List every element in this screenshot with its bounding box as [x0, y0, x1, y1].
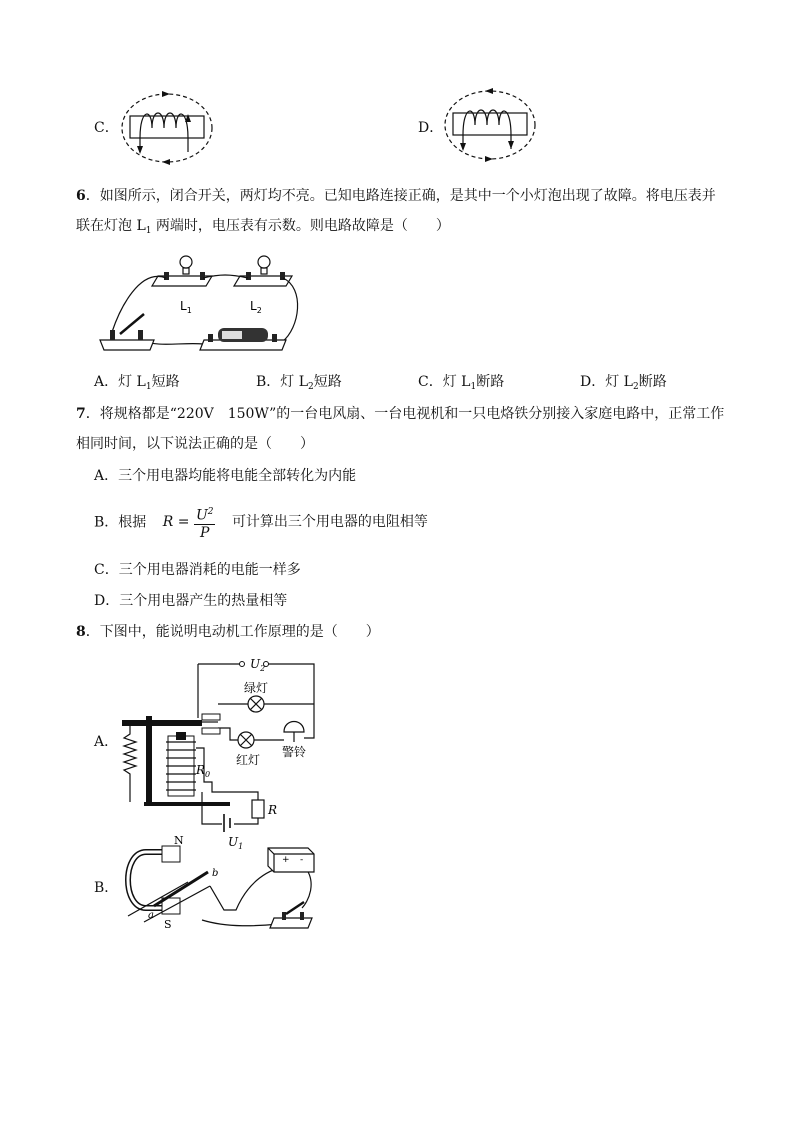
- q6-question: [76, 186, 716, 206]
- q6-option-b: B．灯 $L_2$短路: [256, 374, 342, 392]
- q8-option-b-label: B．: [94, 880, 119, 896]
- q6-number: 6: [76, 188, 86, 204]
- q7-option-d: D．三个用电器产生的热量相等: [94, 593, 288, 609]
- q7-option-a: A．三个用电器均能将电能全部转化为内能: [94, 468, 357, 484]
- q7-text-line2: 相同时间，以下说法正确的是（ ）: [76, 436, 314, 452]
- q6-option-a: A．灯 $L_1$短路: [94, 374, 180, 392]
- q8-text: ．下图中，能说明电动机工作原理的是（ ）: [85, 624, 380, 640]
- q8-u2-label: $U_2$: [250, 657, 266, 673]
- q7-question: [76, 404, 724, 424]
- q5-option-d-figure: [435, 85, 545, 165]
- q8-minus-label: -: [300, 855, 304, 865]
- q8-u1-label: $U_1$: [228, 835, 244, 851]
- q6-text-line1: ．如图所示，闭合开关，两灯均不亮。已知电路连接正确，是其中一个小灯泡出现了故障。将电压表并: [85, 188, 716, 204]
- q6-text-line2-b: 两端时，电压表有示数。则电路故障是（ ）: [151, 218, 450, 234]
- q6-lamp1-label: $L_1$: [180, 299, 192, 315]
- q5-option-c-label: C．: [94, 120, 119, 136]
- q7-option-b: [94, 504, 428, 541]
- q8-option-a-label: A．: [94, 734, 119, 750]
- q8-a-label: a: [148, 910, 154, 921]
- q6-text-line2-a: 联在灯泡 L: [76, 218, 146, 234]
- q6-option-d: D．灯 $L_2$断路: [580, 374, 667, 392]
- q7-option-c: C．三个用电器消耗的电能一样多: [94, 562, 301, 578]
- q8-option-b-figure: [118, 834, 318, 932]
- q8-r0-label: $R_0$: [196, 763, 211, 779]
- q7-formula-lhs: R =: [162, 514, 190, 531]
- q7-option-b-prefix: B．根据: [94, 514, 147, 531]
- q7-number: 7: [76, 406, 86, 422]
- q7-text-line1: ．将规格都是“220V 150W”的一台电风扇、一台电视机和一只电烙铁分别接入家庭电路中，正常工作: [85, 406, 725, 422]
- q8-north-label: N: [174, 834, 184, 847]
- q8-b-label: b: [212, 868, 219, 879]
- q8-bell-label: 警铃: [282, 745, 307, 759]
- q8-r-label: R: [268, 803, 278, 817]
- q7-option-b-suffix: 可计算出三个用电器的电阻相等: [231, 514, 428, 531]
- q8-green-lamp-label: 绿灯: [244, 681, 269, 695]
- q7-formula-fraction: $\frac{U^2}{P}$: [194, 504, 216, 541]
- q8-option-a-figure: [118, 652, 328, 851]
- q6-lamp2-label: $L_2$: [250, 299, 262, 315]
- q8-red-lamp-label: 红灯: [236, 753, 261, 767]
- q8-south-label: S: [164, 918, 172, 931]
- q8-question: [76, 622, 380, 642]
- q6-text-line2-sub: 1: [145, 226, 152, 236]
- q6-circuit-figure: [100, 248, 310, 358]
- q8-plus-label: +: [282, 855, 290, 865]
- q6-question-line2: [76, 216, 450, 241]
- q5-option-c-figure: [112, 88, 222, 168]
- q8-number: 8: [76, 624, 86, 640]
- q5-option-d-label: D．: [418, 120, 444, 136]
- q6-option-c: C．灯 $L_1$断路: [418, 374, 505, 392]
